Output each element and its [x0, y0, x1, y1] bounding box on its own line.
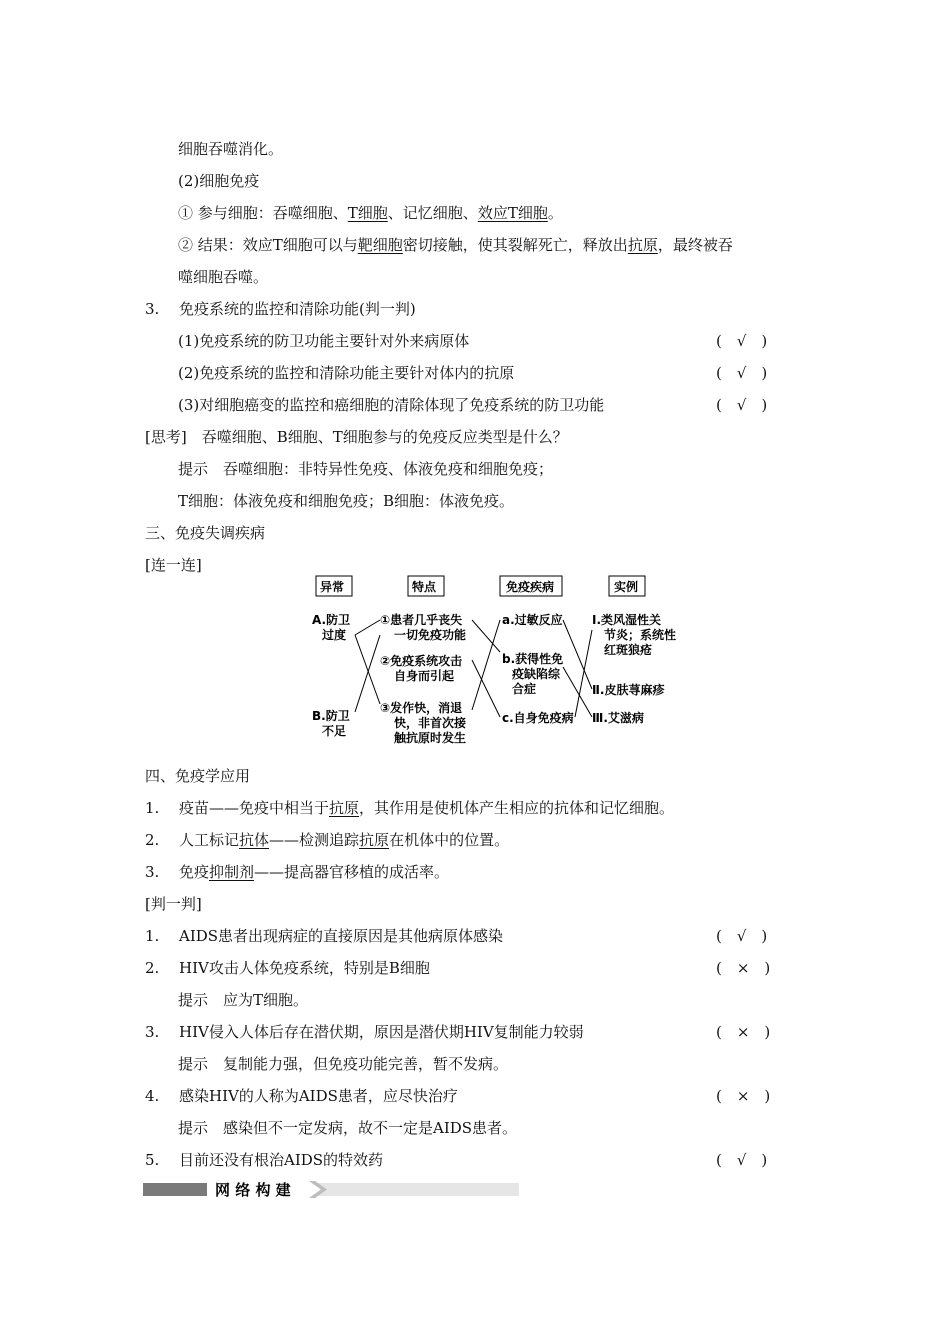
- hint-text: 提示 感染但不一定发病，故不一定是AIDS患者。: [178, 1119, 518, 1137]
- item-B: 不足: [322, 724, 347, 738]
- matching-diagram: [300, 572, 690, 752]
- judge-statement: 4. 感染HIV的人称为AIDS患者，应尽快治疗: [145, 1087, 458, 1105]
- item-A: 过度: [322, 628, 347, 642]
- feature-1: 一切免疫功能: [394, 628, 467, 642]
- judge-statement: (3)对细胞癌变的监控和癌细胞的清除体现了免疫系统的防卫功能: [178, 396, 605, 414]
- answer-blank: T细胞: [347, 204, 388, 222]
- example-3: Ⅲ.艾滋病: [592, 711, 644, 725]
- section-banner: [143, 1181, 519, 1198]
- feature-1: ①患者几乎丧失: [380, 613, 463, 627]
- disease-b: b.获得性免: [502, 652, 564, 666]
- judge-mark: ( √ ): [716, 927, 768, 945]
- judge-statement: 3. HIV侵入人体后存在潜伏期，原因是潜伏期HIV复制能力较弱: [145, 1023, 584, 1041]
- judge-mark: ( √ ): [716, 1151, 768, 1169]
- example-1: Ⅰ.类风湿性关: [592, 613, 662, 627]
- numbered-item: 3. 免疫抑制剂——提高器官移植的成活率。: [145, 863, 450, 881]
- numbered-item: 1. 疫苗——免疫中相当于抗原，其作用是使机体产生相应的抗体和记忆细胞。: [145, 799, 675, 817]
- answer-blank: 效应T细胞: [477, 204, 548, 222]
- answer-blank: 抗原: [359, 831, 390, 849]
- judge-mark: ( × ): [716, 1087, 771, 1105]
- banner-title: 网 络 构 建: [215, 1181, 291, 1198]
- judge-mark: ( × ): [716, 1023, 771, 1041]
- judge-statement: (1)免疫系统的防卫功能主要针对外来病原体: [178, 332, 470, 350]
- judge-statement: 1. AIDS患者出现病症的直接原因是其他病原体感染: [145, 927, 504, 945]
- disease-b: 合症: [512, 682, 537, 696]
- section-heading: 四、免疫学应用: [145, 767, 251, 785]
- judge-mark: ( √ ): [716, 364, 768, 382]
- text-line: 细胞吞噬消化。: [178, 140, 284, 158]
- answer-blank: 抗原: [329, 799, 360, 817]
- example-1: 节炎；系统性: [604, 628, 677, 642]
- hint-text: 提示 复制能力强，但免疫功能完善，暂不发病。: [178, 1055, 509, 1073]
- header-abnormal: 异常: [320, 580, 345, 594]
- hint-text: T细胞：体液免疫和细胞免疫；B细胞：体液免疫。: [178, 492, 515, 510]
- disease-a: a.过敏反应: [502, 613, 563, 627]
- judge-statement: (2)免疫系统的监控和清除功能主要针对体内的抗原: [178, 364, 515, 382]
- feature-3: ③发作快，消退: [380, 701, 463, 715]
- answer-blank: 抑制剂: [209, 863, 255, 881]
- disease-c: c.自身免疫病: [502, 711, 574, 725]
- hint-text: 提示 吞噬细胞：非特异性免疫、体液免疫和细胞免疫；: [178, 460, 554, 478]
- exercise-label: [判一判]: [145, 895, 202, 913]
- text-line: 噬细胞吞噬。: [178, 268, 269, 286]
- think-question: [思考] 吞噬细胞、B细胞、T细胞参与的免疫反应类型是什么？: [145, 428, 568, 446]
- text-line: ② 结果：效应T细胞可以与靶细胞密切接触，使其裂解死亡，释放出抗原，最终被吞: [178, 236, 733, 254]
- example-1: 红斑狼疮: [604, 643, 653, 657]
- numbered-heading: 3. 免疫系统的监控和清除功能(判一判): [145, 300, 416, 318]
- feature-3: 触抗原时发生: [394, 731, 467, 745]
- judge-statement: 2. HIV攻击人体免疫系统，特别是B细胞: [145, 959, 430, 977]
- item-A: A.防卫: [312, 613, 351, 627]
- hint-text: 提示 应为T细胞。: [178, 991, 309, 1009]
- text-line: ① 参与细胞：吞噬细胞、T细胞、记忆细胞、效应T细胞。: [178, 204, 563, 222]
- feature-3: 快，非首次接: [394, 716, 467, 730]
- subheading-cell-immunity: (2)细胞免疫: [178, 172, 260, 190]
- judge-statement: 5. 目前还没有根治AIDS的特效药: [145, 1151, 384, 1169]
- header-features: 特点: [412, 580, 437, 594]
- example-2: Ⅱ.皮肤荨麻疹: [592, 683, 665, 697]
- exercise-label: [连一连]: [145, 556, 202, 574]
- judge-mark: ( √ ): [716, 332, 768, 350]
- feature-2: 自身而引起: [394, 669, 455, 683]
- feature-2: ②免疫系统攻击: [380, 654, 463, 668]
- answer-blank: 抗体: [239, 831, 270, 849]
- disease-b: 疫缺陷综: [512, 667, 561, 681]
- header-disease: 免疫疾病: [506, 580, 555, 594]
- section-heading: 三、免疫失调疾病: [145, 524, 266, 542]
- numbered-item: 2. 人工标记抗体——检测追踪抗原在机体中的位置。: [145, 831, 510, 849]
- header-example: 实例: [614, 580, 639, 594]
- item-B: B.防卫: [312, 709, 350, 723]
- answer-blank: 靶细胞: [357, 236, 403, 254]
- judge-mark: ( × ): [716, 959, 771, 977]
- judge-mark: ( √ ): [716, 396, 768, 414]
- answer-blank: 抗原: [627, 236, 658, 254]
